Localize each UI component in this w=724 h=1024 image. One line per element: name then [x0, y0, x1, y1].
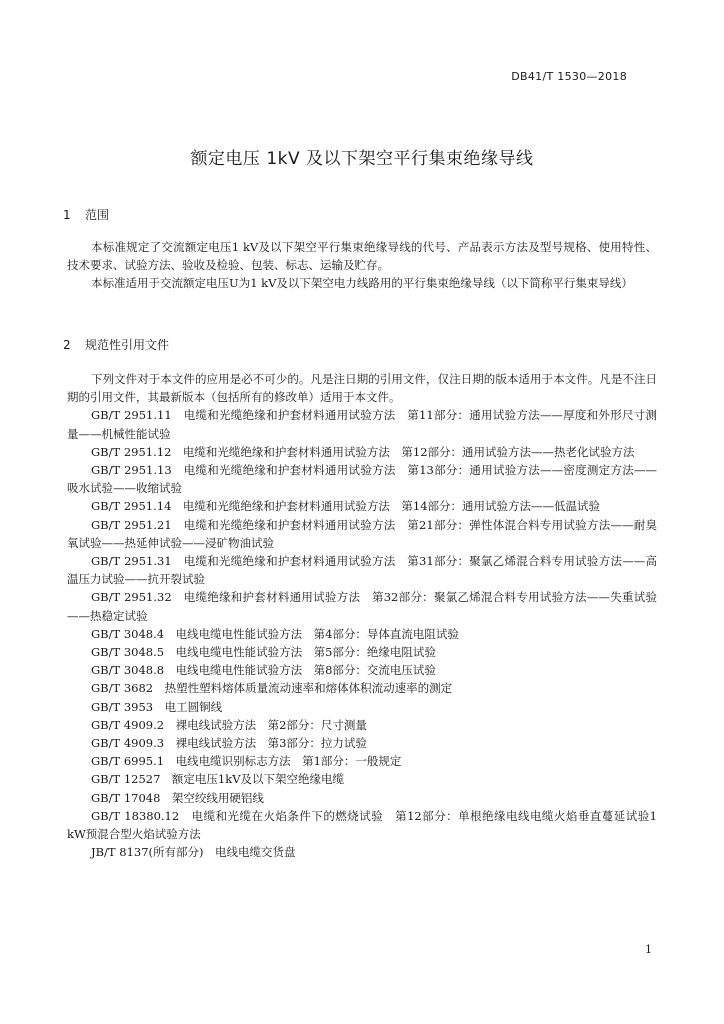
- section-2-heading: [63, 336, 169, 353]
- section-number: 1: [63, 208, 71, 222]
- standard-code: DB41/T 1530—2018: [511, 70, 627, 83]
- section-title: 规范性引用文件: [85, 338, 170, 352]
- reference-item: GB/T 2951.32 电缆绝缘和护套材料通用试验方法 第32部分：聚氯乙烯混合料专用试验方法——失重试验——热稳定试验: [67, 590, 657, 623]
- reference-item: GB/T 2951.11 电缆和光缆绝缘和护套材料通用试验方法 第11部分：通用试验方法——厚度和外形尺寸测量——机械性能试验: [67, 408, 657, 441]
- reference-item: GB/T 4909.3 裸电线试验方法 第3部分：拉力试验: [91, 736, 367, 751]
- paragraph: 本标准规定了交流额定电压1 kV及以下架空平行集束绝缘导线的代号、产品表示方法及型号规格、使用特性、技术要求、试验方法、验收及检验、包装、标志、运输及贮存。: [67, 240, 657, 273]
- document-title: 额定电压 1kV 及以下架空平行集束绝缘导线: [190, 149, 534, 169]
- reference-item: GB/T 17048 架空绞线用硬铝线: [91, 790, 264, 805]
- reference-item: GB/T 3048.8 电线电缆电性能试验方法 第8部分：交流电压试验: [91, 663, 436, 678]
- reference-item: GB/T 2951.14 电缆和光缆绝缘和护套材料通用试验方法 第14部分：通用试验方法——低温试验: [91, 499, 601, 514]
- section-1-heading: [63, 206, 109, 223]
- section-number: 2: [63, 338, 71, 352]
- reference-item: GB/T 2951.13 电缆和光缆绝缘和护套材料通用试验方法 第13部分：通用试验方法——密度测定方法——吸水试验——收缩试验: [67, 463, 657, 496]
- reference-item: GB/T 3953 电工圆铜线: [91, 699, 223, 714]
- reference-item: GB/T 2951.31 电缆和光缆绝缘和护套材料通用试验方法 第31部分：聚氯乙烯混合料专用试验方法——高温压力试验——抗开裂试验: [67, 554, 657, 587]
- reference-item: JB/T 8137(所有部分) 电线电缆交货盘: [91, 845, 296, 860]
- page-number: 1: [645, 943, 652, 956]
- reference-item: GB/T 3048.4 电线电缆电性能试验方法 第4部分：导体直流电阻试验: [91, 626, 459, 641]
- section-1-body: [67, 238, 657, 293]
- reference-item: GB/T 4909.2 裸电线试验方法 第2部分：尺寸测量: [91, 717, 367, 732]
- reference-item: GB/T 2951.12 电缆和光缆绝缘和护套材料通用试验方法 第12部分：通用试验方法——热老化试验方法: [91, 444, 635, 459]
- reference-item: GB/T 2951.21 电缆和光缆绝缘和护套材料通用试验方法 第21部分：弹性体混合料专用试验方法——耐臭氧试验——热延伸试验——浸矿物油试验: [67, 517, 657, 550]
- reference-item: GB/T 12527 额定电压1kV及以下架空绝缘电缆: [91, 772, 345, 787]
- section-title: 范围: [85, 208, 110, 222]
- section-2-body: [67, 370, 657, 861]
- reference-item: GB/T 3048.5 电线电缆电性能试验方法 第5部分：绝缘电阻试验: [91, 645, 436, 660]
- reference-item: GB/T 6995.1 电线电缆识别标志方法 第1部分：一般规定: [91, 754, 402, 769]
- paragraph: 下列文件对于本文件的应用是必不可少的。凡是注日期的引用文件，仅注日期的版本适用于本文件。凡是不注日期的引用文件，其最新版本（包括所有的修改单）适用于本文件。: [67, 372, 657, 405]
- reference-item: GB/T 18380.12 电缆和光缆在火焰条件下的燃烧试验 第12部分：单根绝缘电线电缆火焰垂直蔓延试验1 kW预混合型火焰试验方法: [67, 808, 657, 842]
- paragraph: 本标准适用于交流额定电压U为1 kV及以下架空电力线路用的平行集束绝缘导线（以下简称平行集束导线）: [91, 276, 633, 291]
- reference-item: GB/T 3682 热塑性塑料熔体质量流动速率和熔体体积流动速率的测定: [91, 681, 453, 696]
